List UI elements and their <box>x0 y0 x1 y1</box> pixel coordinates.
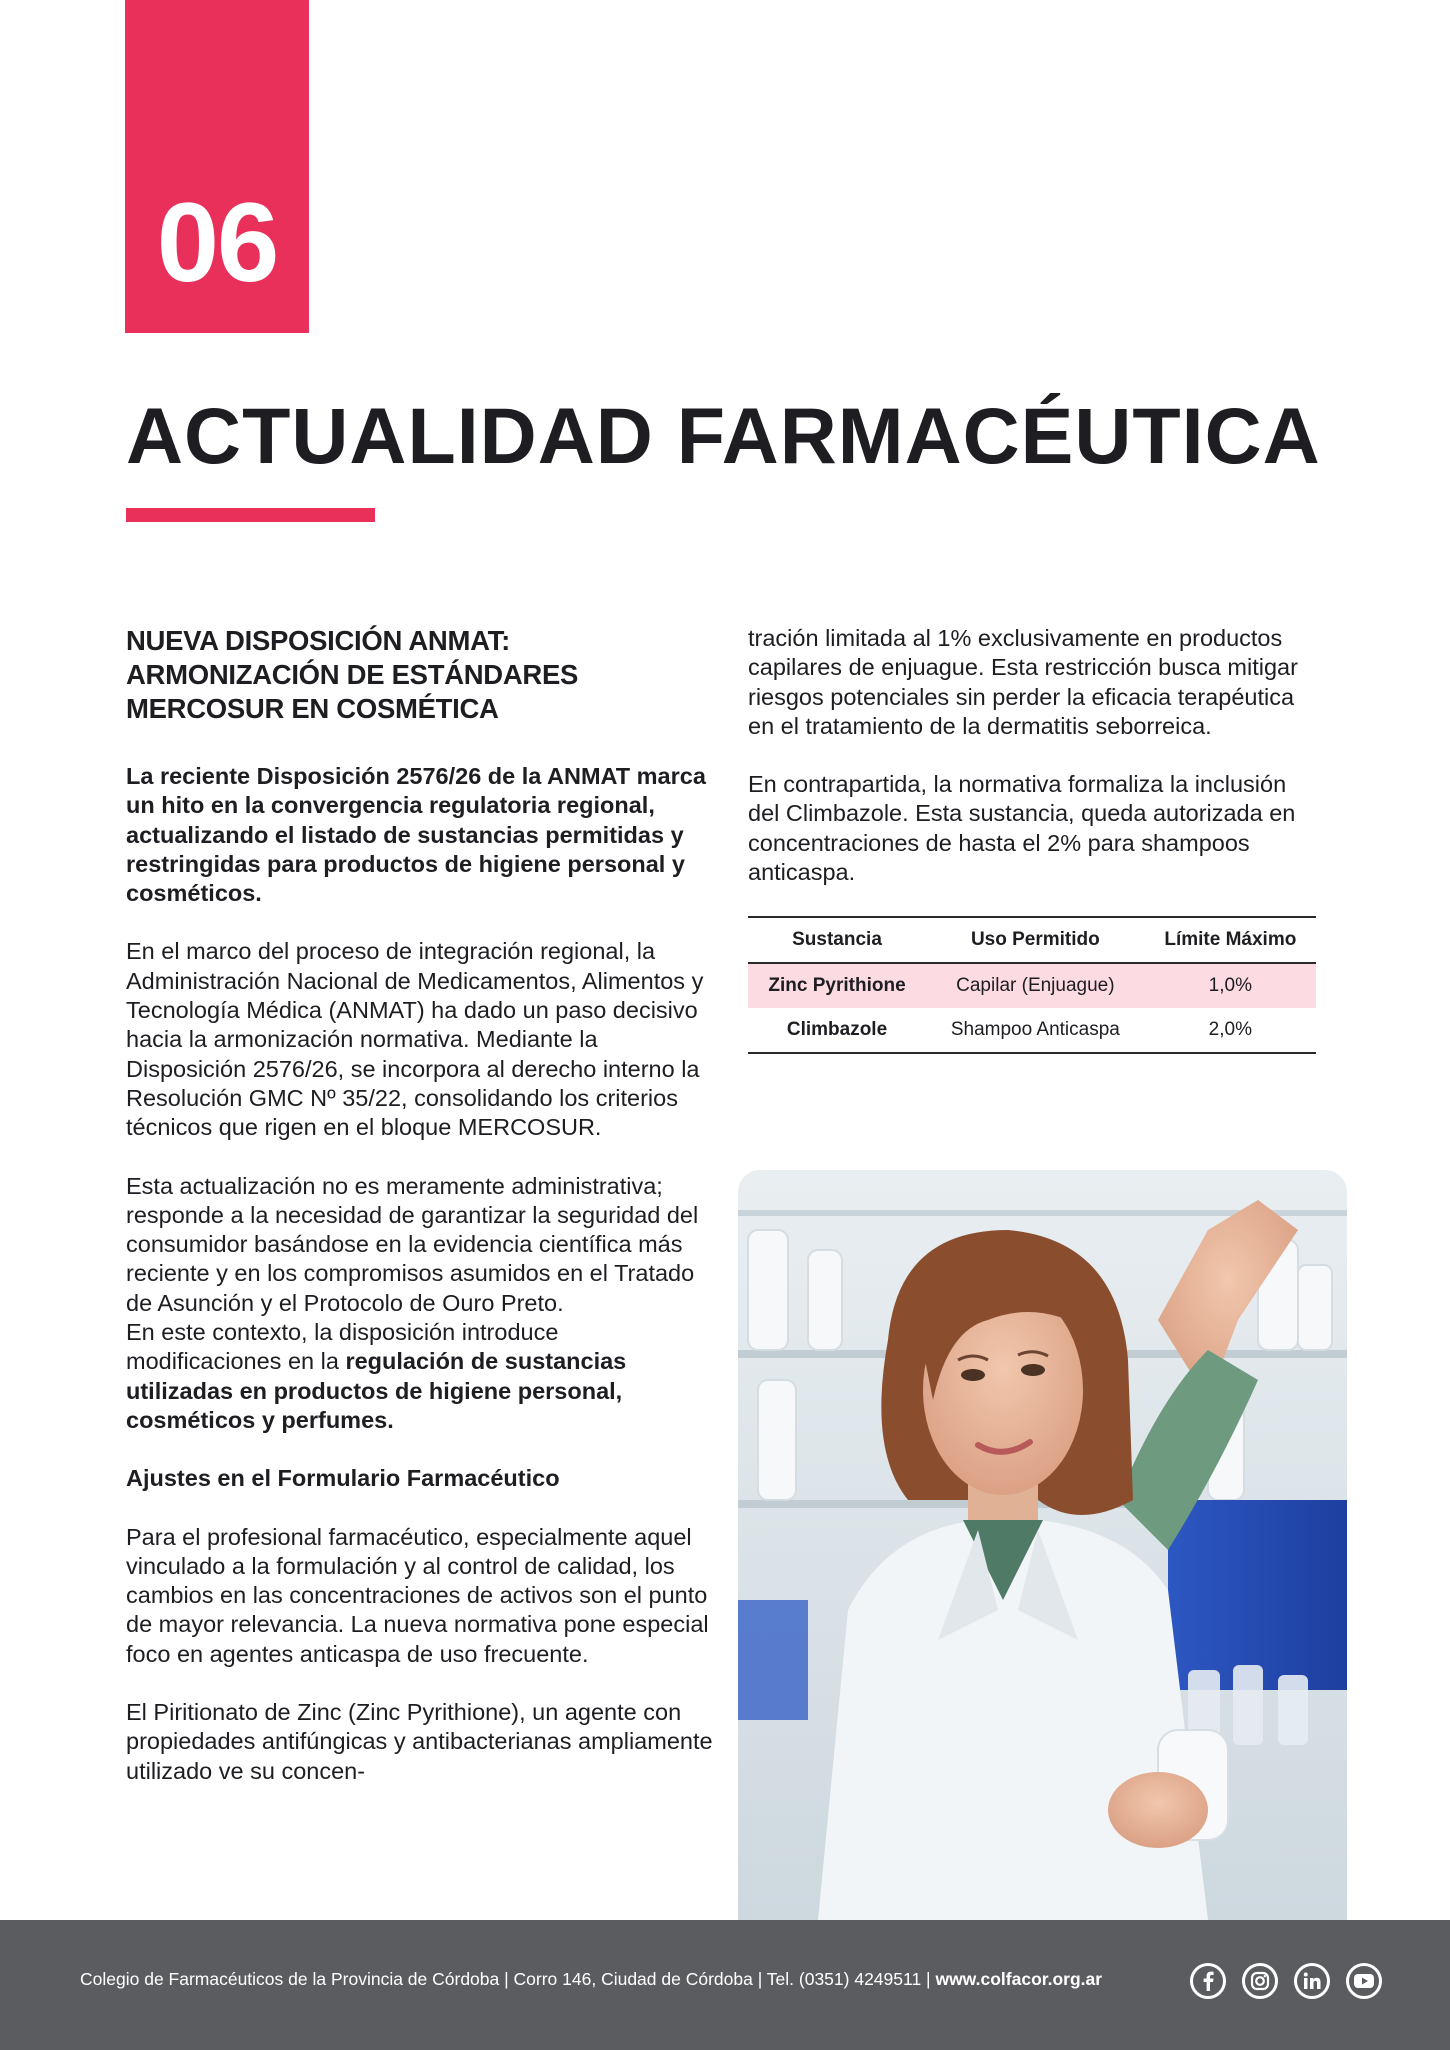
table-header: Sustancia <box>748 917 926 963</box>
paragraph-text: En este contexto, la disposición introduce modificaciones en la <box>126 1319 559 1375</box>
article-paragraph: Para el profesional farmacéutico, especialmente aquel vinculado a la formulación y al control de calidad, los cambios en las concentraciones de activos son el punto de mayor relevancia. La nueva normativa pone especial foco en agentes anticaspa de uso frecuente. <box>126 1523 709 1667</box>
table-row <box>748 963 1316 1008</box>
table-cell: Zinc Pyrithione <box>748 963 926 1008</box>
article-heading-line: NUEVA DISPOSICIÓN ANMAT: <box>126 625 510 656</box>
article-heading-line: ARMONIZACIÓN DE ESTÁNDARES <box>126 659 579 690</box>
article-paragraph <box>126 1318 716 1435</box>
article-heading <box>126 624 716 726</box>
section-number: 06 <box>156 180 278 305</box>
youtube-icon[interactable] <box>1346 1963 1382 1999</box>
table-header-row <box>748 917 1316 963</box>
footer-text <box>80 1969 1102 1990</box>
page-footer <box>0 1920 1450 2050</box>
article-paragraph: El Piritionato de Zinc (Zinc Pyrithione), un agente con propiedades antifúngicas y antibacterianas ampliamente utilizado ve su concen- <box>126 1699 713 1784</box>
table-header: Uso Permitido <box>926 917 1145 963</box>
instagram-icon[interactable] <box>1242 1963 1278 1999</box>
linkedin-icon[interactable] <box>1294 1963 1330 1999</box>
page-title: ACTUALIDAD FARMACÉUTICA <box>126 391 1321 480</box>
table-cell: 1,0% <box>1145 963 1316 1008</box>
footer-website-link[interactable]: www.colfacor.org.ar <box>935 1969 1103 1989</box>
facebook-icon[interactable] <box>1190 1963 1226 1999</box>
table-cell: Climbazole <box>748 1008 926 1053</box>
table-row <box>748 1008 1316 1053</box>
footer-address: Colegio de Farmacéuticos de la Provincia de Córdoba | Corro 146, Ciudad de Córdoba | Tel. (0351) 4249511 | <box>80 1969 936 1989</box>
section-number-box <box>125 0 309 333</box>
article-left-column <box>126 624 716 1786</box>
article-paragraph: tración limitada al 1% exclusivamente en productos capilares de enjuague. Esta restricción busca mitigar riesgos potenciales sin perder la eficacia terapéutica en el tratamiento de la dermatitis seborreica. <box>748 625 1298 739</box>
article-paragraph: En el marco del proceso de integración regional, la Administración Nacional de Medicamentos, Alimentos y Tecnología Médica (ANMAT) ha dado un paso decisivo hacia la armonización normativa. Mediante la Disposición 2576/26, se incorpora al derecho interno la Resolución GMC Nº 35/22, consolidando los criterios técnicos que rigen en el bloque MERCOSUR. <box>126 938 704 1141</box>
article-heading-line: MERCOSUR EN COSMÉTICA <box>126 693 499 724</box>
article-subheading: Ajustes en el Formulario Farmacéutico <box>126 1465 560 1492</box>
paragraph-emphasis: regulación de sustancias utilizadas en productos de higiene personal, cosméticos y perfumes. <box>126 1348 627 1433</box>
substances-table <box>748 916 1316 1054</box>
article-paragraph: Esta actualización no es meramente administrativa; responde a la necesidad de garantizar la seguridad del consumidor basándose en la evidencia científica más reciente y en los compromisos asumidos en el Tratado de Asunción y el Protocolo de Ouro Preto. <box>126 1172 699 1316</box>
table-cell: 2,0% <box>1145 1008 1316 1053</box>
article-paragraph: En contrapartida, la normativa formaliza la inclusión del Climbazole. Esta sustancia, queda autorizada en concentraciones de hasta el 2% para shampoos anticaspa. <box>748 771 1296 886</box>
title-underline <box>126 508 375 522</box>
article-lead: La reciente Disposición 2576/26 de la ANMAT marca un hito en la convergencia regulatoria regional, actualizando el listado de sustancias permitidas y restringidas para productos de higiene personal y cosméticos. <box>126 763 706 907</box>
pharmacist-photo <box>738 1170 1347 1920</box>
table-cell: Shampoo Anticaspa <box>926 1008 1145 1053</box>
table-header: Límite Máximo <box>1145 917 1316 963</box>
table-cell: Capilar (Enjuague) <box>926 963 1145 1008</box>
article-right-column <box>748 624 1323 1054</box>
